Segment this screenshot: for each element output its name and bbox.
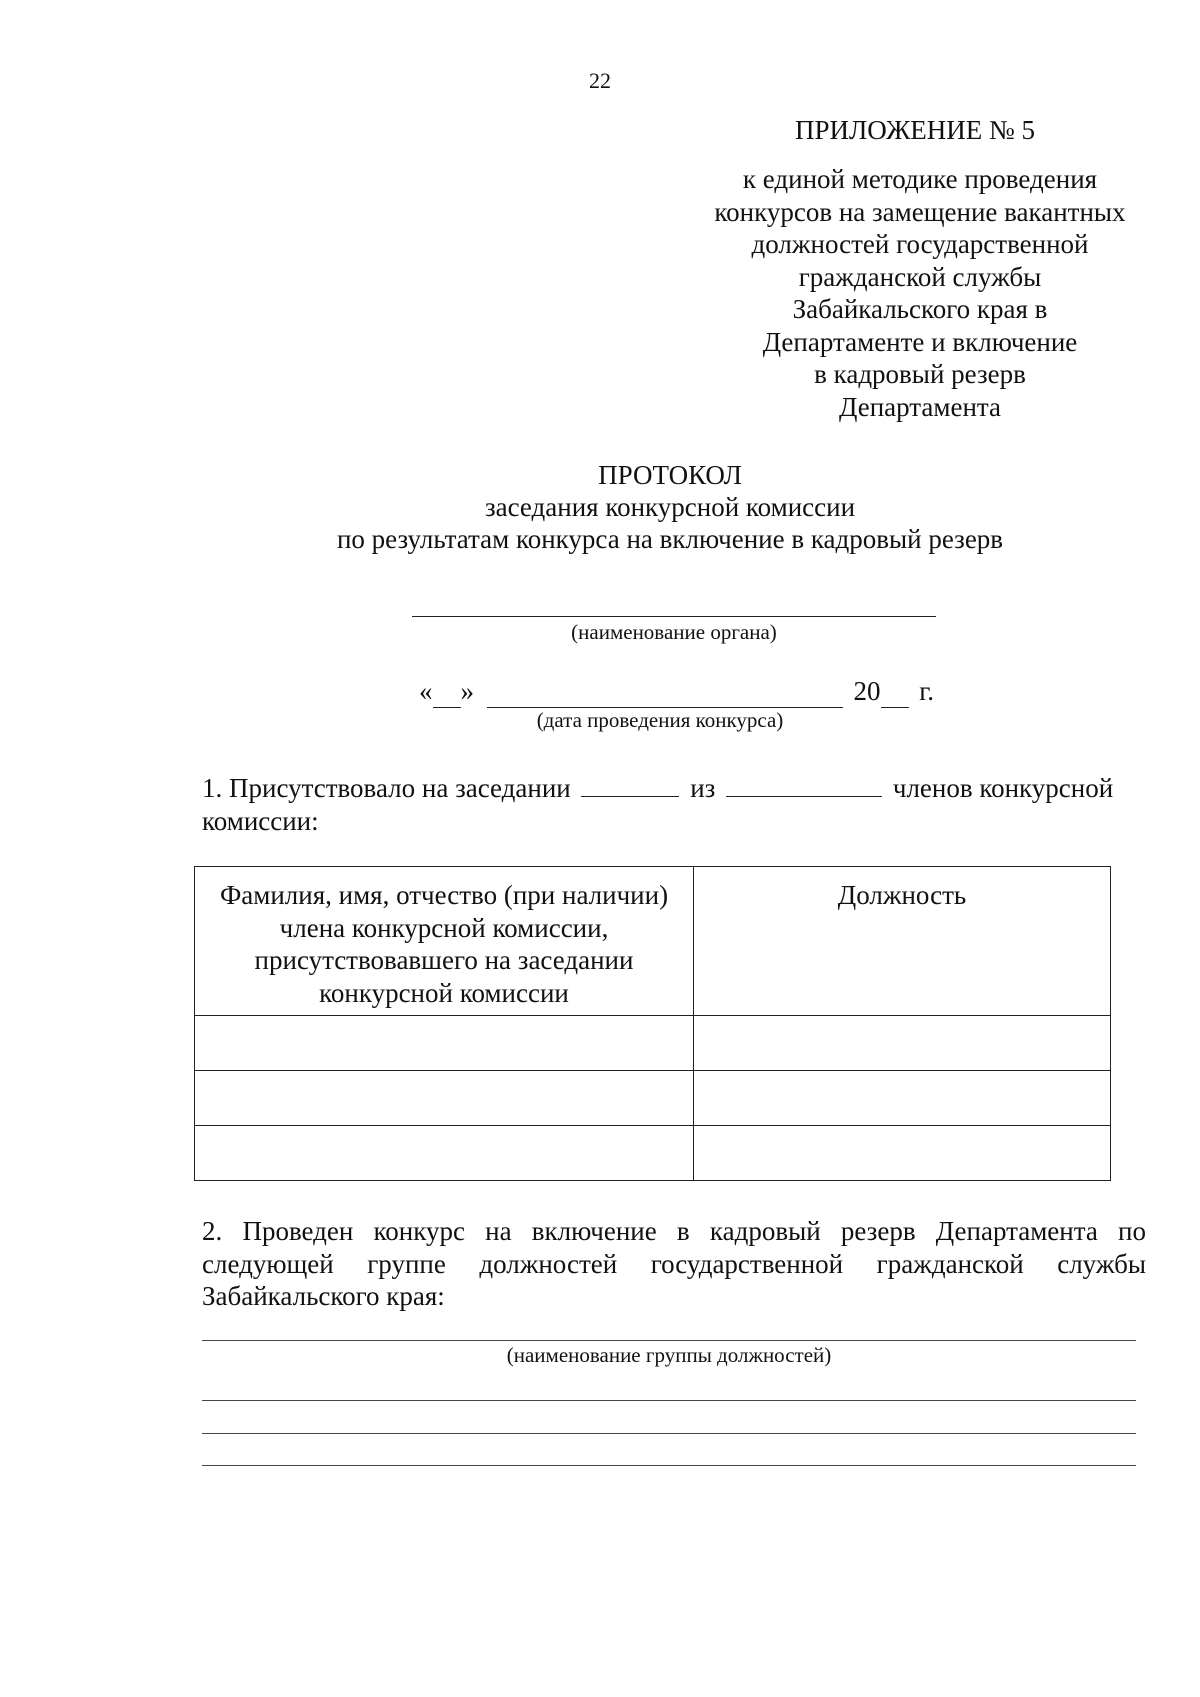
- header-line: конкурсной комиссии: [319, 977, 569, 1008]
- year-suffix: г.: [919, 676, 935, 706]
- protocol-subtitle: по результатам конкурса на включение в кадровый резерв: [336, 524, 1004, 554]
- position-group-blank[interactable]: [202, 1433, 1136, 1434]
- section-1: [202, 770, 1132, 837]
- day-blank[interactable]: [433, 681, 461, 708]
- position-group-caption: (наименование группы должностей): [506, 1343, 832, 1367]
- section-1-text: из: [690, 773, 716, 803]
- table-cell-name[interactable]: [195, 1016, 694, 1071]
- section-2-text: Забайкальского края:: [202, 1281, 445, 1311]
- header-full-name: [195, 867, 694, 1016]
- appendix-description: [650, 163, 1190, 423]
- position-group-blank[interactable]: [202, 1340, 1136, 1341]
- position-group-blank[interactable]: [202, 1400, 1136, 1401]
- appendix-line: конкурсов на замещение вакантных: [714, 196, 1126, 227]
- page-number: 22: [589, 68, 611, 93]
- table-cell-position[interactable]: [694, 1126, 1111, 1181]
- section-1-text: членов конкурсной: [892, 773, 1114, 803]
- members-table: [194, 866, 1111, 1181]
- protocol-subtitle: заседания конкурсной комиссии: [484, 492, 856, 522]
- protocol-heading: [150, 459, 1190, 555]
- position-group-blank[interactable]: [202, 1465, 1136, 1466]
- year-prefix: 20: [853, 676, 881, 706]
- date-row: [419, 674, 934, 708]
- table-cell-name[interactable]: [195, 1126, 694, 1181]
- organ-name-caption: (наименование органа): [571, 620, 777, 644]
- date-open-quote: «: [419, 676, 433, 706]
- table-cell-position[interactable]: [694, 1016, 1111, 1071]
- table-row: [195, 1016, 1111, 1071]
- month-blank[interactable]: [487, 681, 843, 708]
- table-row: [195, 1126, 1111, 1181]
- present-count-blank[interactable]: [581, 770, 679, 797]
- section-2-text: следующей группе должностей государственной гражданской службы: [202, 1248, 1146, 1279]
- table-cell-position[interactable]: [694, 1071, 1111, 1126]
- section-2: [202, 1215, 1146, 1313]
- protocol-title: ПРОТОКОЛ: [598, 460, 742, 490]
- appendix-title: ПРИЛОЖЕНИЕ № 5: [794, 115, 1036, 145]
- appendix-line: к единой методике проведения: [742, 164, 1098, 194]
- year-blank[interactable]: [881, 681, 909, 708]
- section-1-text: комиссии:: [202, 805, 319, 836]
- appendix-line: должностей государственной: [751, 229, 1089, 259]
- table-cell-name[interactable]: [195, 1071, 694, 1126]
- appendix-line: Забайкальского края в: [792, 294, 1048, 324]
- appendix-line: Департаменте и включение: [762, 326, 1078, 357]
- section-1-text: 1. Присутствовало на заседании: [202, 773, 571, 803]
- total-count-blank[interactable]: [726, 770, 882, 797]
- header-line: члена конкурсной комиссии,: [279, 912, 609, 943]
- date-caption: (дата проведения конкурса): [536, 708, 784, 732]
- appendix-line: в кадровый резерв: [814, 359, 1026, 389]
- header-position: Должность: [694, 867, 1111, 1016]
- appendix-line: Департамента: [838, 391, 1002, 422]
- header-line: присутствовавшего на заседании: [254, 945, 634, 975]
- organ-name-blank[interactable]: [412, 616, 936, 617]
- appendix-line: гражданской службы: [798, 261, 1042, 292]
- date-close-quote: »: [460, 676, 474, 706]
- header-line: Фамилия, имя, отчество (при наличии): [219, 880, 669, 910]
- section-2-text: 2. Проведен конкурс на включение в кадровый резерв Департамента по: [202, 1216, 1146, 1246]
- table-row: [195, 1071, 1111, 1126]
- table-header-row: [195, 867, 1111, 1016]
